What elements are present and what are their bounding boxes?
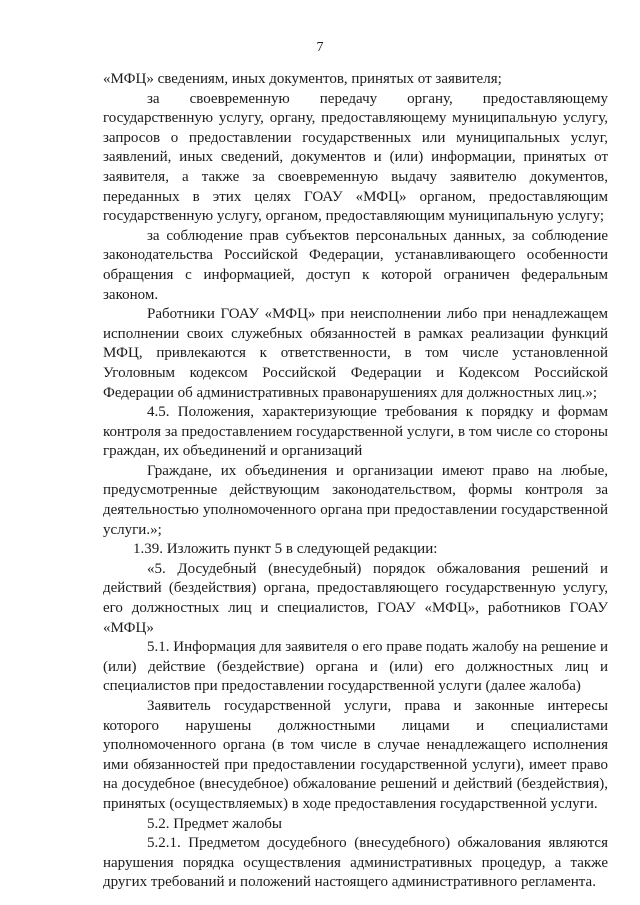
- paragraph: за своевременную передачу органу, предоставляющему государственную услугу, органу, предоставляющему муниципальную услугу, запросов о предоставлении государственных или муниципальных услуг, заявлений, иных сведений, документов и (или) информации, принятых от заявителя, а также за своевременную выдачу заявителю документов, переданных в этих целях ГОАУ «МФЦ» органом, предоставляющим государственную услугу, органом, предоставляющим муниципальную услугу;: [103, 90, 608, 225]
- paragraph: 4.5. Положения, характеризующие требования к порядку и формам контроля за предоставлением государственной услуги, в том числе со стороны граждан, их объединений и организаций: [103, 404, 608, 460]
- paragraph: 1.39. Изложить пункт 5 в следующей редакции:: [133, 541, 438, 558]
- paragraph: Граждане, их объединения и организации имеют право на любые, предусмотренные действующим законодательством, формы контроля за деятельностью уполномоченного органа при предоставлении государственной услуги.»;: [103, 462, 608, 538]
- paragraph: «МФЦ» сведениям, иных документов, принятых от заявителя;: [103, 71, 502, 87]
- paragraph: Работники ГОАУ «МФЦ» при неисполнении либо при ненадлежащем исполнении своих служебных обязанностей в рамках реализации функций МФЦ, привлекаются к ответственности, в том числе установленной Уголовным кодексом Российской Федерации и Кодексом Российской Федерации об административных правонарушениях для должностных лиц.»;: [103, 306, 608, 401]
- paragraph: Заявитель государственной услуги, права и законные интересы которого нарушены должностными лицами и специалистами уполномоченного органа (в том числе в случае ненадлежащего исполнения ими обязанностей при предоставлении государственной услуги), имеет право на досудебное (внесудебное) обжалование решений и действий (бездействия), принятых (осуществляемых) в ходе предоставления государственной услуги.: [103, 698, 608, 812]
- page-number: 7: [316, 40, 324, 55]
- document-body: [103, 70, 608, 893]
- paragraph: за соблюдение прав субъектов персональных данных, за соблюдение законодательства Российской Федерации, устанавливающего особенности обращения с информацией, доступ к которой ограничен федеральным законом.: [103, 227, 608, 303]
- paragraph: «5. Досудебный (внесудебный) порядок обжалования решений и действий (бездействия) органа, предоставляющего государственную услугу, его должностных лиц и специалистов, ГОАУ «МФЦ», работников ГОАУ «МФЦ»: [103, 560, 608, 636]
- paragraph: 5.1. Информация для заявителя о его праве подать жалобу на решение и (или) действие (бездействие) органа и (или) его должностных лиц и специалистов при предоставлении государственной услуги (далее жалоба): [103, 639, 608, 695]
- paragraph: 5.2. Предмет жалобы: [147, 815, 282, 832]
- paragraph: 5.2.1. Предметом досудебного (внесудебного) обжалования являются нарушения порядка осуществления административных процедур, а также других требований и положений настоящего административного регламента.: [103, 835, 608, 891]
